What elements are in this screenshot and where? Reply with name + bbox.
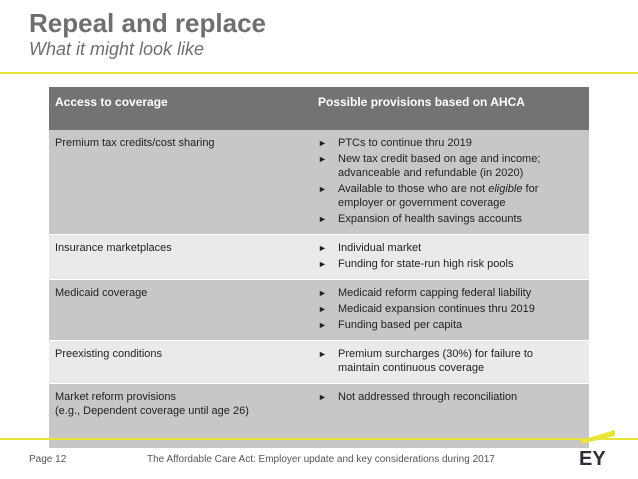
topic-cell bbox=[49, 280, 312, 341]
bullet-text: Available to those who are not eligible for bbox=[338, 183, 539, 195]
list-item bbox=[318, 390, 583, 404]
list-item bbox=[318, 212, 583, 226]
page-number: Page 12 bbox=[29, 454, 67, 465]
topic-cell bbox=[49, 235, 312, 280]
top-divider bbox=[0, 72, 638, 74]
right-arrow-icon: ► bbox=[318, 243, 327, 253]
right-arrow-icon: ► bbox=[318, 392, 327, 402]
bullet-list bbox=[318, 286, 583, 332]
topic-line: Medicaid coverage bbox=[55, 287, 148, 299]
table-header-row bbox=[49, 87, 589, 130]
provisions-cell bbox=[312, 130, 589, 235]
bullet-text: Individual market bbox=[338, 242, 422, 254]
header-cell-access: Access to coverage bbox=[49, 87, 312, 130]
list-item bbox=[318, 136, 583, 150]
right-arrow-icon: ► bbox=[318, 184, 327, 194]
bottom-divider bbox=[0, 438, 638, 440]
list-item bbox=[318, 318, 583, 332]
page-subtitle: What it might look like bbox=[29, 39, 205, 59]
topic-line: (e.g., Dependent coverage until age 26) bbox=[55, 405, 249, 417]
bullet-text: Premium surcharges (30%) for failure to bbox=[338, 348, 534, 360]
list-item bbox=[318, 152, 583, 180]
bullet-text: PTCs to continue thru 2019 bbox=[338, 137, 472, 149]
table-row bbox=[49, 280, 589, 341]
bullet-text: Expansion of health savings accounts bbox=[338, 213, 523, 225]
provisions-cell bbox=[312, 280, 589, 341]
bullet-list bbox=[318, 390, 583, 404]
table-row bbox=[49, 341, 589, 384]
ey-logo bbox=[575, 428, 619, 468]
right-arrow-icon: ► bbox=[318, 138, 327, 148]
bullet-text: Medicaid expansion continues thru 2019 bbox=[338, 303, 535, 315]
topic-line: Insurance marketplaces bbox=[55, 242, 172, 254]
bullet-text: Medicaid reform capping federal liability bbox=[338, 287, 532, 299]
right-arrow-icon: ► bbox=[318, 154, 327, 164]
right-arrow-icon: ► bbox=[318, 320, 327, 330]
list-item bbox=[318, 182, 583, 210]
bullet-text: employer or government coverage bbox=[338, 197, 506, 209]
table-row bbox=[49, 235, 589, 280]
bullet-text: maintain continuous coverage bbox=[338, 362, 485, 374]
bullet-text: Funding for state-run high risk pools bbox=[338, 258, 514, 270]
bullet-text: advanceable and refundable (in 2020) bbox=[338, 167, 524, 179]
right-arrow-icon: ► bbox=[318, 304, 327, 314]
topic-line: Market reform provisions bbox=[55, 391, 177, 403]
bullet-text: Funding based per capita bbox=[338, 319, 463, 331]
topic-cell bbox=[49, 341, 312, 384]
list-item bbox=[318, 257, 583, 271]
footer-caption: The Affordable Care Act: Employer update and key considerations during 2017 bbox=[147, 454, 495, 465]
logo-text: EY bbox=[579, 448, 606, 468]
header-cell-provisions: Possible provisions based on AHCA bbox=[312, 87, 589, 130]
logo-accent-shape bbox=[581, 430, 615, 444]
bullet-list bbox=[318, 347, 583, 375]
table-row bbox=[49, 130, 589, 235]
list-item bbox=[318, 302, 583, 316]
topic-line: Premium tax credits/cost sharing bbox=[55, 137, 215, 149]
right-arrow-icon: ► bbox=[318, 259, 327, 269]
list-item bbox=[318, 286, 583, 300]
provisions-cell bbox=[312, 341, 589, 384]
list-item bbox=[318, 241, 583, 255]
page-title: Repeal and replace bbox=[29, 8, 266, 38]
provisions-cell bbox=[312, 235, 589, 280]
list-item bbox=[318, 347, 583, 375]
bullet-text: Not addressed through reconciliation bbox=[338, 391, 518, 403]
emphasis-text: eligible bbox=[488, 183, 523, 195]
bullet-list bbox=[318, 241, 583, 271]
right-arrow-icon: ► bbox=[318, 214, 327, 224]
right-arrow-icon: ► bbox=[318, 288, 327, 298]
bullet-text: New tax credit based on age and income; bbox=[338, 153, 541, 165]
bullet-list bbox=[318, 136, 583, 226]
right-arrow-icon: ► bbox=[318, 349, 327, 359]
topic-line: Preexisting conditions bbox=[55, 348, 163, 360]
coverage-table bbox=[49, 87, 589, 448]
topic-cell bbox=[49, 130, 312, 235]
